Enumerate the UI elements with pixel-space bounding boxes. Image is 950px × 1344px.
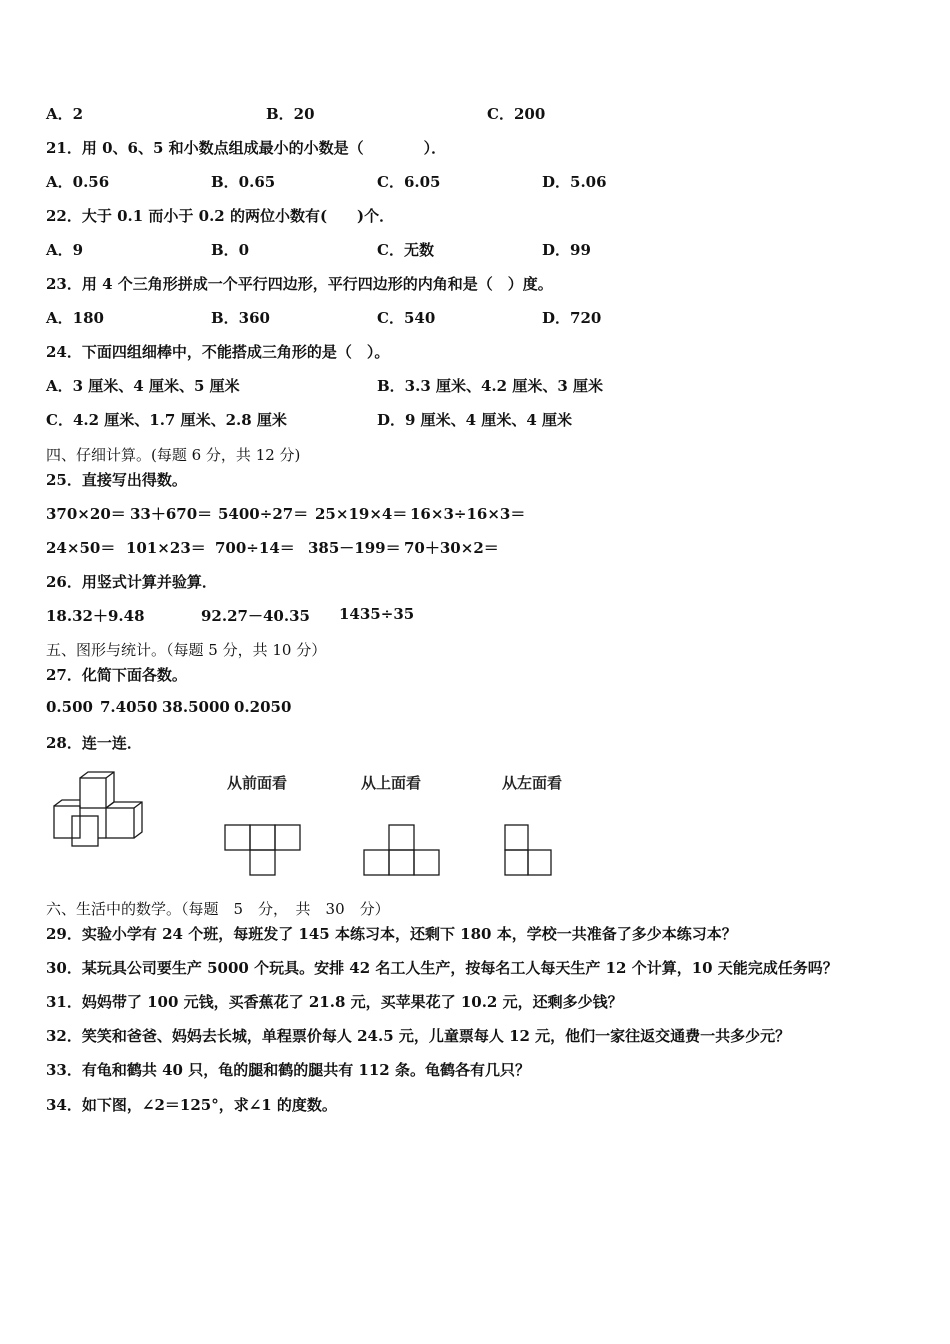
q22-option-c: C．无数: [377, 241, 434, 259]
q24-option-c: C．4.2 厘米、1.7 厘米、2.8 厘米: [46, 411, 287, 429]
q29-text: 29．实验小学有 24 个班，每班发了 145 本练习本，还剩下 180 本，学校一共准备了多少本练习本？: [46, 925, 737, 943]
q25-row1-item: 5400÷27＝: [218, 505, 309, 523]
q25-row2-item: 70＋30×2＝: [404, 539, 499, 557]
q25-row1-item: 370×20＝: [46, 505, 126, 523]
q27-stem: 27．化简下面各数。: [46, 666, 187, 684]
q20-option-a: A．2: [46, 105, 84, 123]
q23-stem: 23．用 4 个三角形拼成一个平行四边形，平行四边形的内角和是（ ）度。: [46, 275, 553, 293]
top-view-figure: [361, 822, 443, 878]
q25-row2-item: 101×23＝: [126, 539, 206, 557]
q21-option-b: B．0.65: [211, 173, 276, 191]
q22-option-a: A．9: [46, 241, 84, 259]
left-view-figure: [500, 822, 558, 878]
q23-option-a: A．180: [46, 309, 104, 327]
q20-option-b: B．20: [266, 105, 315, 123]
view-caption-top: 从上面看: [361, 774, 422, 792]
q25-row2-item: 385－199＝: [308, 539, 401, 557]
q23-option-b: B．360: [211, 309, 270, 327]
q24-option-d: D．9 厘米、4 厘米、4 厘米: [377, 411, 572, 429]
q27-item: 38.5000: [162, 698, 230, 716]
q24-option-a: A．3 厘米、4 厘米、5 厘米: [46, 377, 240, 395]
q25-stem: 25．直接写出得数。: [46, 471, 187, 489]
q25-row2-item: 24×50＝: [46, 539, 116, 557]
view-caption-front: 从前面看: [227, 774, 288, 792]
q33-text: 33．有龟和鹤共 40 只，龟的腿和鹤的腿共有 112 条。龟鹤各有几只？: [46, 1061, 530, 1079]
q30-text: 30．某玩具公司要生产 5000 个玩具。安排 42 名工人生产，按每名工人每天生产 12 个计算，10 天能完成任务吗？: [46, 959, 838, 977]
q21-option-d: D．5.06: [542, 173, 607, 191]
cube-stack-figure: [48, 768, 158, 850]
q26-stem: 26．用竖式计算并验算．: [46, 573, 217, 591]
q22-option-d: D．99: [542, 241, 591, 259]
q25-row2-item: 700÷14＝: [215, 539, 295, 557]
q27-item: 0.2050: [234, 698, 292, 716]
q28-stem: 28．连一连．: [46, 734, 142, 752]
q21-option-c: C．6.05: [377, 173, 441, 191]
q26-item: 18.32＋9.48: [46, 607, 145, 625]
q21-stem: 21．用 0、6、5 和小数点组成最小的小数是（ ）．: [46, 139, 447, 157]
q26-item: 1435÷35: [339, 605, 415, 623]
q31-text: 31．妈妈带了 100 元钱，买香蕉花了 21.8 元，买苹果花了 10.2 元，还剩多少钱？: [46, 993, 623, 1011]
section-5-heading: 五、图形与统计。（每题 5 分，共 10 分）: [46, 641, 327, 659]
q20-option-c: C．200: [487, 105, 546, 123]
q25-row1-item: 25×19×4＝: [315, 505, 408, 523]
section-6-heading: 六、生活中的数学。（每题 5 分， 共 30 分）: [46, 900, 390, 918]
q24-stem: 24．下面四组细棒中，不能搭成三角形的是（ ）。: [46, 343, 390, 361]
q27-item: 0.500: [46, 698, 93, 716]
q34-text: 34．如下图，∠2＝125°，求∠1 的度数。: [46, 1096, 337, 1114]
view-caption-left: 从左面看: [502, 774, 563, 792]
front-view-figure: [222, 822, 304, 878]
q23-option-d: D．720: [542, 309, 602, 327]
q21-option-a: A．0.56: [46, 173, 110, 191]
q32-text: 32．笑笑和爸爸、妈妈去长城，单程票价每人 24.5 元，儿童票每人 12 元，他们一家往返交通费一共多少元？: [46, 1027, 791, 1045]
q22-option-b: B．0: [211, 241, 250, 259]
section-4-heading: 四、仔细计算。(每题 6 分，共 12 分): [46, 446, 301, 464]
q24-option-b: B．3.3 厘米、4.2 厘米、3 厘米: [377, 377, 603, 395]
q22-stem: 22．大于 0.1 而小于 0.2 的两位小数有( )个．: [46, 207, 395, 225]
q26-item: 92.27－40.35: [201, 607, 310, 625]
q23-option-c: C．540: [377, 309, 436, 327]
q25-row1-item: 33＋670＝: [130, 505, 213, 523]
q27-item: 7.4050: [100, 698, 158, 716]
q25-row1-item: 16×3÷16×3＝: [410, 505, 526, 523]
